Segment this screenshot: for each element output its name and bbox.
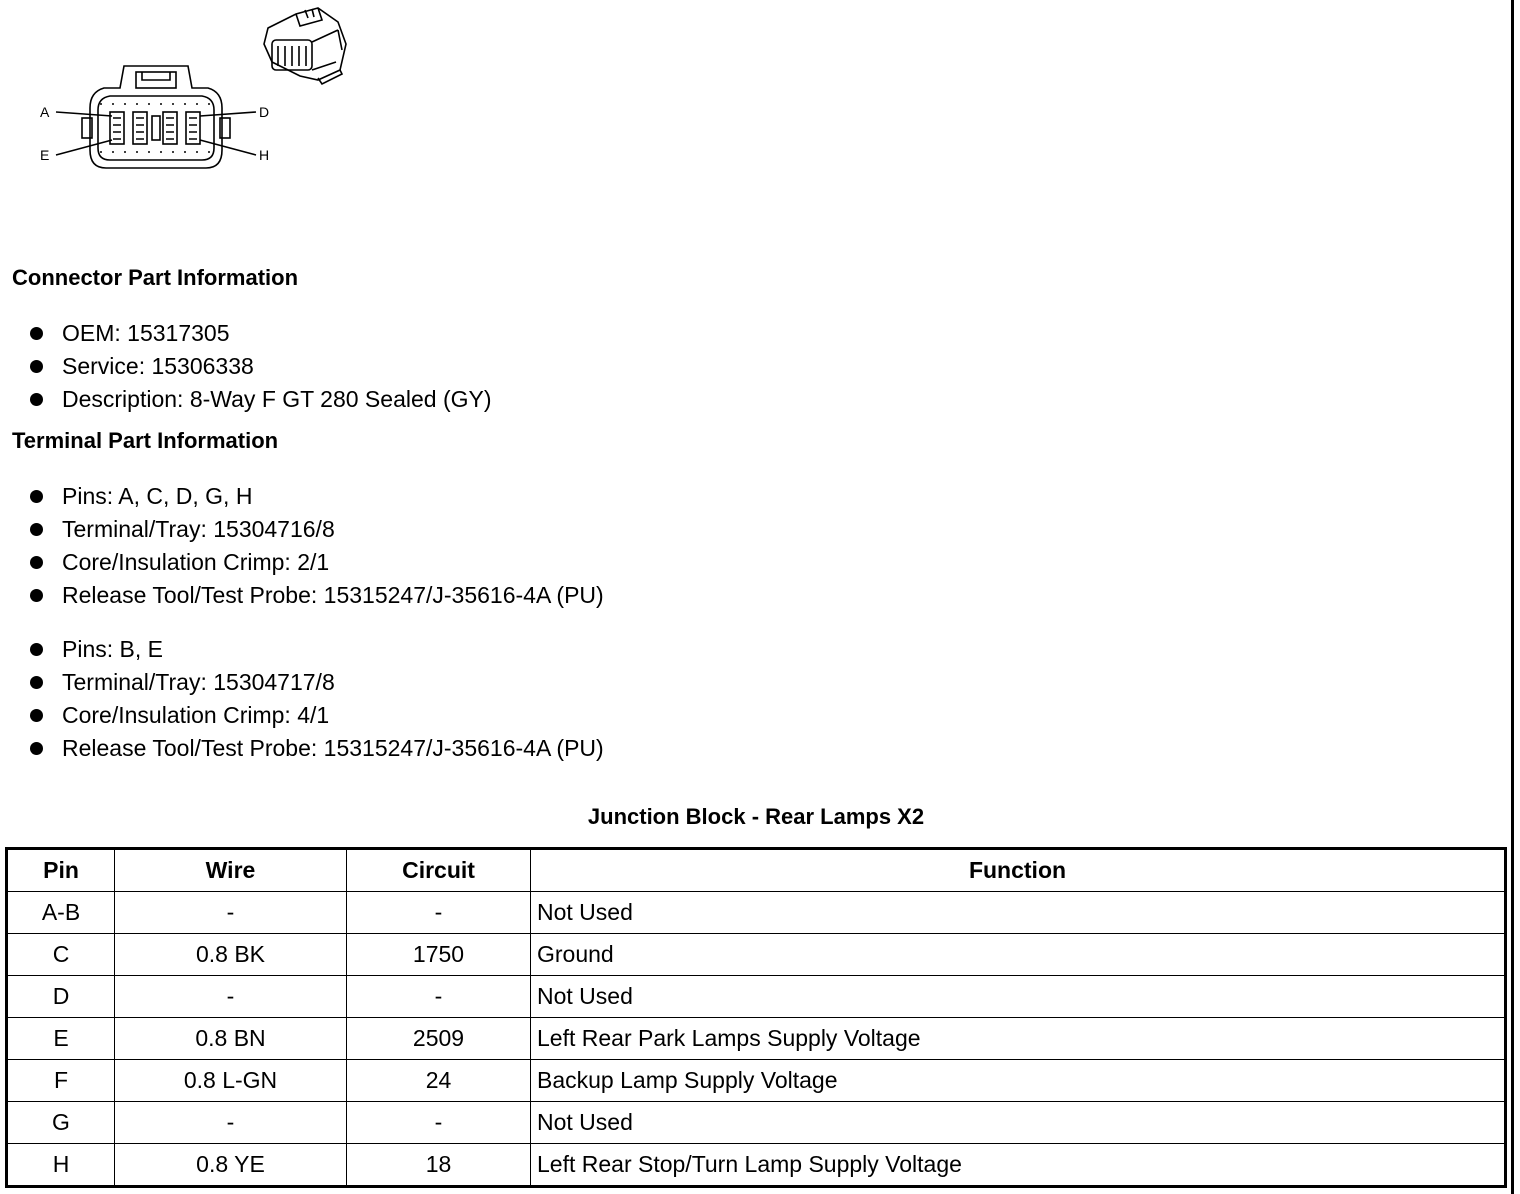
function-cell: Not Used — [531, 892, 1506, 934]
circuit-cell: 1750 — [347, 934, 531, 976]
list-item: Service: 15306338 — [26, 350, 492, 383]
table-row — [7, 1018, 1506, 1060]
function-cell: Not Used — [531, 1102, 1506, 1144]
terminal-group-1-list — [26, 480, 604, 612]
wire-cell: 0.8 L-GN — [115, 1060, 347, 1102]
circuit-cell: 2509 — [347, 1018, 531, 1060]
pin-cell: A-B — [7, 892, 115, 934]
column-header-circuit: Circuit — [347, 849, 531, 892]
wire-cell: - — [115, 1102, 347, 1144]
function-cell: Not Used — [531, 976, 1506, 1018]
function-cell: Left Rear Park Lamps Supply Voltage — [531, 1018, 1506, 1060]
connector-part-heading: Connector Part Information — [12, 265, 299, 290]
list-item: Pins: B, E — [26, 633, 604, 666]
pin-label-e: E — [40, 147, 50, 163]
list-item: Release Tool/Test Probe: 15315247/J-35616-4A (PU) — [26, 732, 604, 765]
list-item: Release Tool/Test Probe: 15315247/J-35616-4A (PU) — [26, 579, 604, 612]
column-header-wire: Wire — [115, 849, 347, 892]
pin-cell: H — [7, 1144, 115, 1187]
function-cell: Ground — [531, 934, 1506, 976]
connector-front-face — [82, 66, 230, 168]
connector-face-drawing — [0, 0, 380, 190]
terminal-part-heading: Terminal Part Information — [12, 428, 279, 453]
pin-cell: D — [7, 976, 115, 1018]
wire-cell: 0.8 BN — [115, 1018, 347, 1060]
table-header-row — [7, 849, 1506, 892]
circuit-cell: - — [347, 1102, 531, 1144]
wire-cell: - — [115, 976, 347, 1018]
list-item: Description: 8-Way F GT 280 Sealed (GY) — [26, 383, 492, 416]
wire-cell: 0.8 YE — [115, 1144, 347, 1187]
connector-diagram — [0, 0, 380, 190]
list-item: OEM: 15317305 — [26, 317, 492, 350]
table-row — [7, 1060, 1506, 1102]
pin-cell: E — [7, 1018, 115, 1060]
page-border-right — [1511, 0, 1514, 1194]
pin-cell: C — [7, 934, 115, 976]
list-item: Terminal/Tray: 15304717/8 — [26, 666, 604, 699]
list-item: Terminal/Tray: 15304716/8 — [26, 513, 604, 546]
pin-label-h: H — [259, 147, 270, 163]
connector-3d-view — [264, 8, 346, 84]
function-cell: Left Rear Stop/Turn Lamp Supply Voltage — [531, 1144, 1506, 1187]
table-row — [7, 976, 1506, 1018]
pin-label-d: D — [259, 104, 270, 120]
list-item: Core/Insulation Crimp: 4/1 — [26, 699, 604, 732]
column-header-pin: Pin — [7, 849, 115, 892]
table-row — [7, 1102, 1506, 1144]
pin-cell: F — [7, 1060, 115, 1102]
pin-cell: G — [7, 1102, 115, 1144]
wire-cell: - — [115, 892, 347, 934]
table-row — [7, 934, 1506, 976]
pin-label-a: A — [40, 104, 50, 120]
circuit-cell: - — [347, 892, 531, 934]
wire-cell: 0.8 BK — [115, 934, 347, 976]
terminal-group-2-list — [26, 633, 604, 765]
list-item: Pins: A, C, D, G, H — [26, 480, 604, 513]
table-row — [7, 1144, 1506, 1187]
function-cell: Backup Lamp Supply Voltage — [531, 1060, 1506, 1102]
circuit-cell: 24 — [347, 1060, 531, 1102]
table-title: Junction Block - Rear Lamps X2 — [587, 804, 925, 829]
pinout-table — [5, 847, 1507, 1188]
circuit-cell: 18 — [347, 1144, 531, 1187]
circuit-cell: - — [347, 976, 531, 1018]
connector-part-list — [26, 317, 492, 416]
column-header-function: Function — [531, 849, 1506, 892]
table-row — [7, 892, 1506, 934]
list-item: Core/Insulation Crimp: 2/1 — [26, 546, 604, 579]
